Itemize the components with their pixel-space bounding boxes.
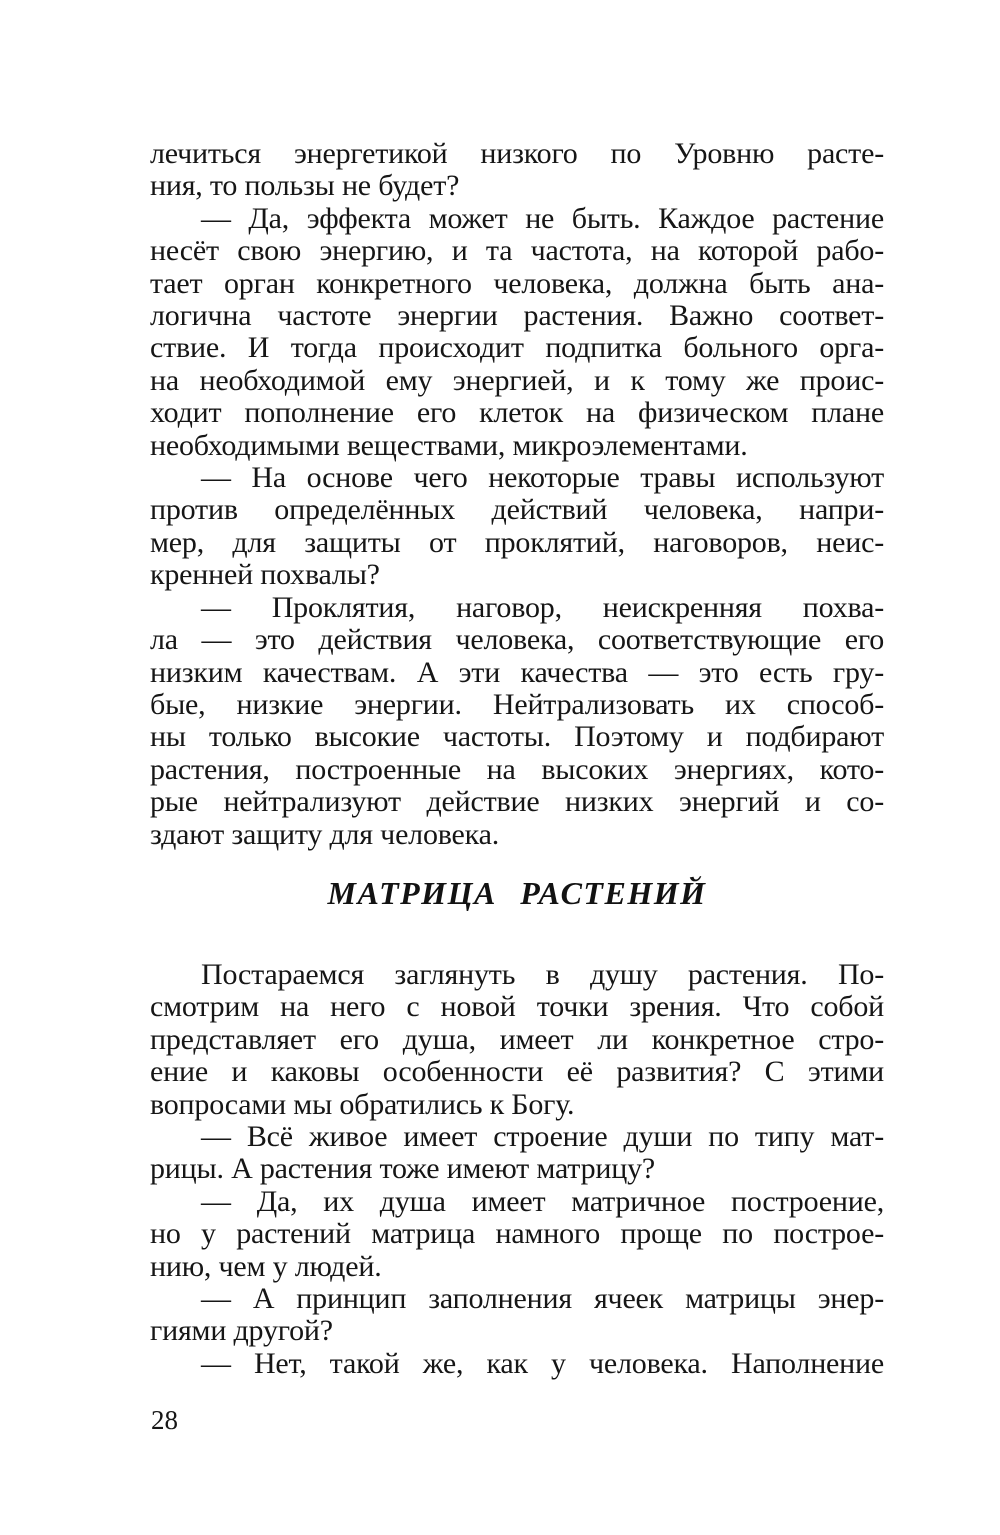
text-line: ходит пополнение его клеток на физическом плане [150,396,884,430]
paragraph [150,1121,884,1186]
text-line: необходимыми веществами, микроэлементами. [150,428,748,462]
text-line: — Да, эффекта может не быть. Каждое растение [201,201,884,235]
text-line: ла — это действия человека, соответствующие его [150,623,884,657]
text-line: но у растений матрица намного проще по построе- [150,1217,884,1251]
text-line: тает орган конкретного человека, должна быть ана- [150,266,884,300]
text-line: лечиться энергетикой низкого по Уровню расте- [150,137,884,170]
text-line: смотрим на него с новой точки зрения. Что собой [150,990,884,1024]
paragraph [150,959,884,1121]
text-line: Постараемся заглянуть в душу растения. По- [201,957,884,991]
text-line: рые нейтрализуют действие низких энергий и со- [150,785,884,819]
text-line: несёт свою энергию, и та частота, на которой рабо- [150,234,884,268]
text-line: ствие. И тогда происходит подпитка больного орга- [150,331,884,365]
paragraph [150,592,884,851]
text-line: — Всё живое имеет строение души по типу мат- [201,1119,884,1153]
text-line: — Нет, такой же, как у человека. Наполнение [201,1346,884,1380]
text-line: здают защиту для человека. [150,817,499,851]
text-line: — А принцип заполнения ячеек матрицы энер- [201,1282,884,1315]
text-line: против определённых действий человека, напри- [150,493,884,527]
page-number: 28 [151,1405,178,1435]
paragraph [150,462,884,592]
text-line: представляет его душа, имеет ли конкретное стро- [150,1022,884,1056]
text-line: кренней похвалы? [150,558,380,592]
text-line: на необходимой ему энергией, и к тому же проис- [150,363,884,397]
section-heading: МАТРИЦА РАСТЕНИЙ [327,874,707,911]
paragraph [150,138,884,203]
text-line: — Да, их душа имеет матричное построение, [201,1184,884,1218]
text-line: — Проклятия, наговор, неискренняя похва- [201,590,884,624]
text-line: вопросами мы обратились к Богу. [150,1087,575,1121]
text-line: бые, низкие энергии. Нейтрализовать их способ- [150,687,884,721]
paragraph [150,1186,884,1283]
paragraph [150,1348,884,1380]
text-line: мер, для защиты от проклятий, наговоров, неис- [150,525,884,559]
text-line: ны только высокие частоты. Поэтому и подбирают [150,720,884,754]
text-column [150,138,884,1380]
paragraph [150,203,884,462]
text-line: рицы. А растения тоже имеют матрицу? [150,1152,656,1186]
paragraph [150,1283,884,1348]
text-line: логична частоте энергии растения. Важно соответ- [150,299,884,333]
text-line: низким качествам. А эти качества — это есть гру- [150,655,884,689]
text-line: гиями другой? [150,1314,333,1348]
text-line: ния, то пользы не будет? [150,169,460,203]
text-line: — На основе чего некоторые травы используют [201,461,884,495]
text-line: ение и каковы особенности её развития? С этими [150,1055,884,1089]
text-line: нию, чем у людей. [150,1249,382,1283]
text-line: растения, построенные на высоких энергиях, кото- [150,752,884,786]
